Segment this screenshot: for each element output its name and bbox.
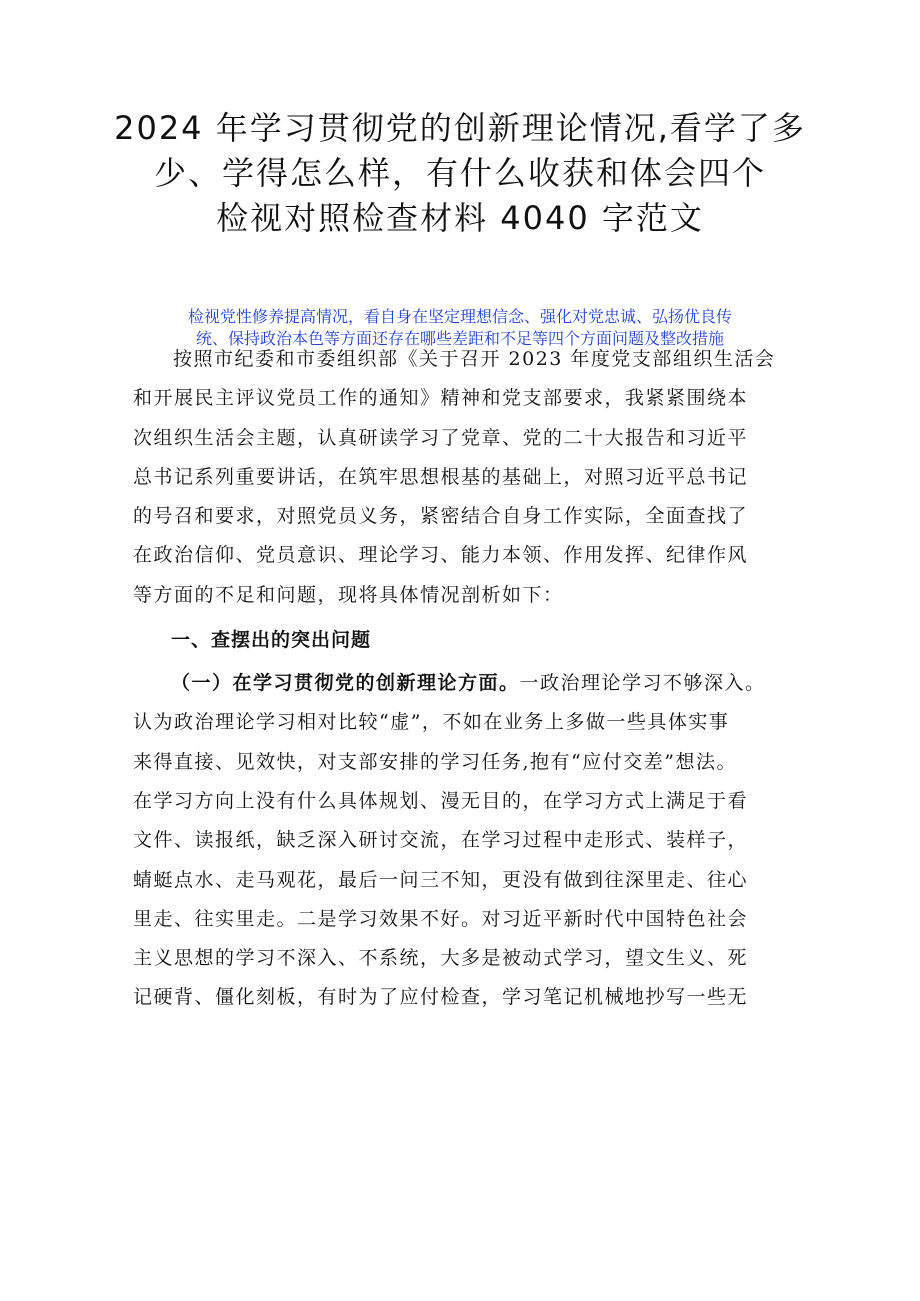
document-title: [100, 106, 820, 241]
paragraph-line: 记硬背、僵化刻板，有时为了应付检查，学习笔记机械地抄写一些无: [133, 986, 749, 1009]
title-line: 2024 年学习贯彻党的创新理论情况,看学了多: [114, 109, 806, 147]
paragraph-line: 等方面的不足和问题，现将具体情况剖析如下：: [133, 583, 564, 606]
paragraph-line: 按照市纪委和市委组织部《关于召开 2023 年度党支部组织生活会: [173, 348, 776, 370]
paragraph-text: 一政治理论学习不够深入。: [519, 672, 766, 695]
paragraph-line: 在学习方向上没有什么具体规划、漫无目的，在学习方式上满足于看: [133, 789, 749, 812]
document-body: [133, 340, 793, 1018]
paragraph-line: 认为政治理论学习相对比较“虚”，不如在业务上多做一些具体实事: [133, 711, 730, 734]
paragraph-line: 次组织生活会主题，认真研读学习了党章、党的二十大报告和习近平: [133, 426, 749, 449]
paragraph-line: [133, 664, 793, 703]
intro-paragraph: [133, 340, 793, 615]
paragraph-line: 文件、读报纸，缺乏深入研讨交流，在学习过程中走形式、装样子，: [133, 829, 749, 852]
paragraph-line: 来得直接、见效快，对支部安排的学习任务,抱有“应付交差”想法。: [133, 750, 737, 773]
paragraph-line: 蜻蜓点水、走马观花，最后一问三不知，更没有做到往深里走、往心: [133, 868, 749, 891]
subtitle-line: 检视党性修养提高情况，看自身在坚定理想信念、强化对党忠诚、弘扬优良传: [187, 307, 732, 326]
subsection-heading: （一）在学习贯彻党的创新理论方面。: [171, 672, 520, 695]
section-paragraph: [133, 664, 793, 1018]
paragraph-line: 总书记系列重要讲话，在筑牢思想根基的基础上，对照习近平总书记: [133, 465, 749, 488]
paragraph-line: 在政治信仰、党员意识、理论学习、能力本领、作用发挥、纪律作风: [133, 544, 749, 567]
paragraph-line: 的号召和要求，对照党员义务，紧密结合自身工作实际，全面查找了: [133, 505, 749, 528]
paragraph-line: 里走、往实里走。二是学习效果不好。对习近平新时代中国特色社会: [133, 907, 749, 930]
title-line: 少、学得怎么样，有什么收获和体会四个: [153, 154, 766, 192]
paragraph-line: 和开展民主评议党员工作的通知》精神和党支部要求，我紧紧围绕本: [133, 387, 749, 410]
paragraph-line: 主义思想的学习不深入、不系统，大多是被动式学习，望文生义、死: [133, 947, 749, 970]
section-heading: 一、查摆出的突出问题: [171, 629, 372, 652]
subtitle-line: 统、保持政治本色等方面还存在哪些差距和不足等四个方面问题及整改措施: [195, 329, 724, 348]
title-line: 检视对照检查材料 4040 字范文: [216, 199, 704, 237]
